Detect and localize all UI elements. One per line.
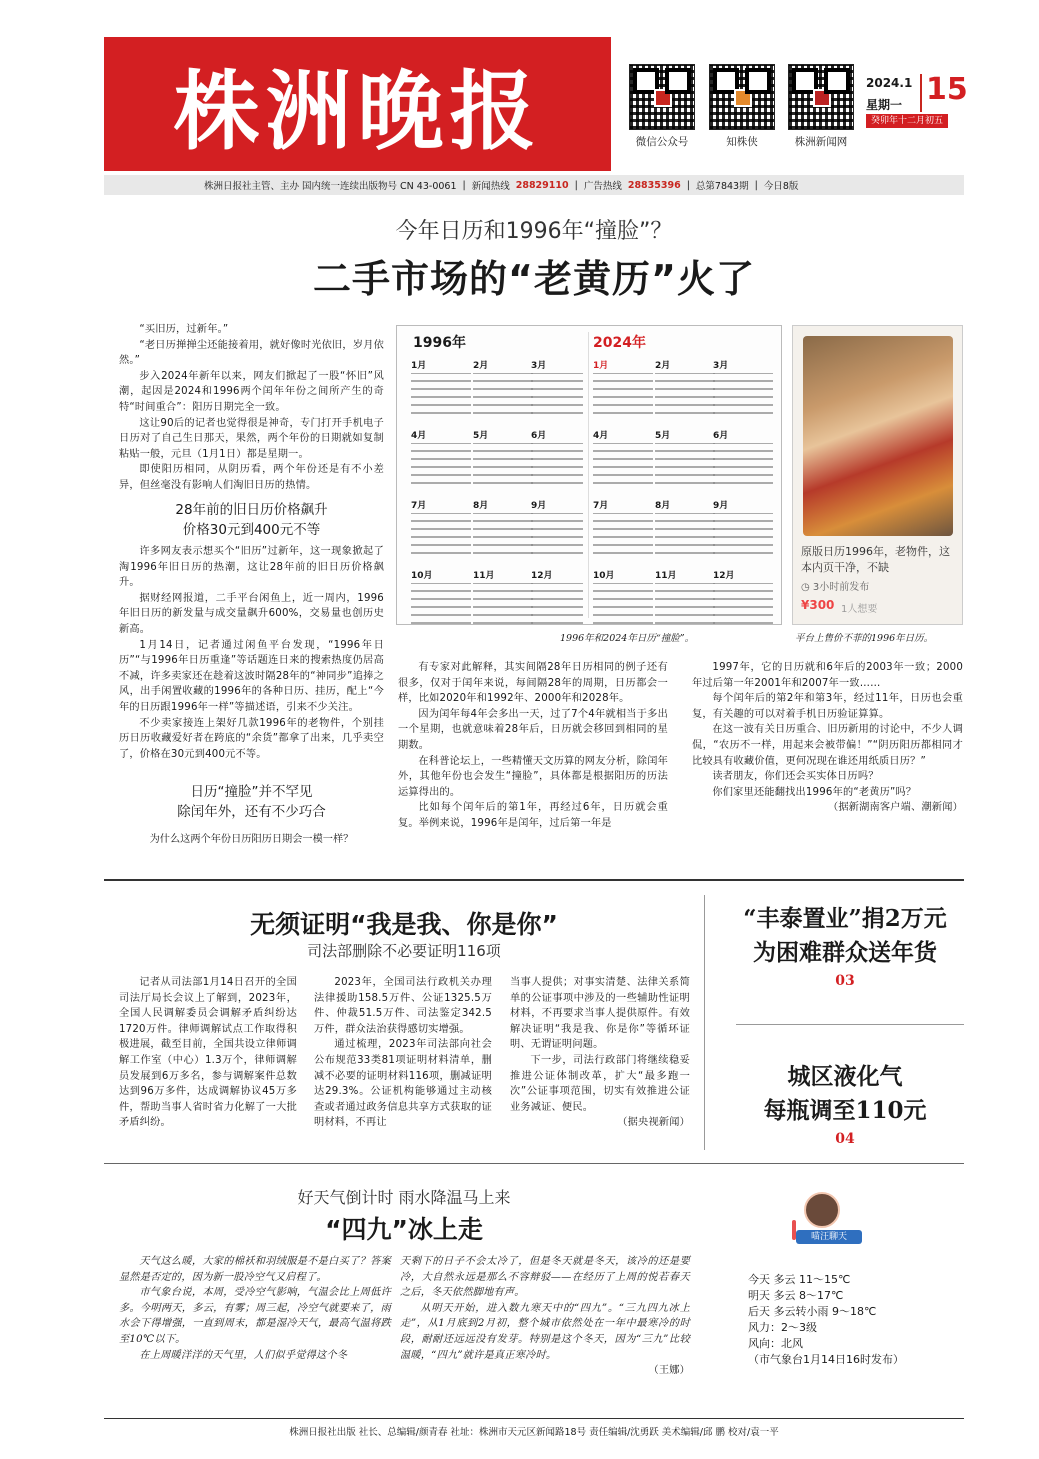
paragraph: 因为闰年每4年会多出一天，过了7个4年就相当于多出一个星期，也就意味着28年后，日历就会移回到相同的星期数。 — [398, 708, 668, 751]
subhead-2-line2: 除闰年外，还有不少巧合 — [177, 804, 326, 820]
listing-text: 原版日历1996年，老物件，这本内页干净，不缺 — [801, 545, 950, 574]
paragraph: 记者从司法部1月14日召开的全国司法厅局长会议上了解到，2023年，全国人民调解委员会调解矛盾纠纷达1720万件。律师调解试点工作取得积极进展，截至目前，全国共设立律师调解工作室（中心）1.3万个，律师调解员发展到6万多名，参与调解案件总数达到96万多件，达成调解协议45万多件，帮助当事人省时省力化解了一大批矛盾纠纷。 — [119, 977, 297, 1129]
story3-column-1 — [119, 1254, 391, 1363]
avatar-icon — [804, 1192, 840, 1228]
month-1996-10: 10月 — [411, 568, 471, 627]
lead-column-1b — [119, 544, 384, 762]
teaser-lpg-line2: 每瓶调至110元 — [763, 1097, 927, 1124]
section-divider — [104, 879, 964, 881]
paragraph: 读者朋友，你们还会买实体日历吗？ — [712, 771, 879, 783]
month-2024-1: 1月 — [593, 358, 653, 417]
calendar-photo-icon — [803, 336, 953, 536]
month-2024-8: 8月 — [655, 498, 715, 557]
page-count: 今日8版 — [763, 181, 799, 192]
subhead-2 — [119, 782, 384, 822]
page-number: 15 — [926, 72, 968, 107]
listing-time: ◷ 3小时前发布 — [801, 582, 870, 593]
month-1996-11: 11月 — [473, 568, 533, 627]
calendar-divider — [588, 332, 589, 618]
paragraph: 天剩下的日子不会太冷了，但是冬天就是冬天，该冷的还是要冷，大自然永远是那么不容辩驳——在经历了上周的悦若春天之后，冬天依然脚地有声。 — [400, 1256, 690, 1299]
weather-wind-direction: 风向：北风 — [748, 1337, 803, 1350]
paragraph: 在上周暖洋洋的天气里，人们似乎觉得这个冬 — [139, 1349, 348, 1361]
month-2024-12: 12月 — [713, 568, 773, 627]
paragraph: 2023年，全国司法行政机关办理法律援助158.5万件、公证1325.5万件、仲裁51.5万件、司法鉴定342.5万件，群众法治获得感切实增强。 — [314, 977, 492, 1035]
paragraph: 1月14日，记者通过闲鱼平台发现，“1996年日历”“与1996年日历重逢”等话题连日来的搜索热度仍居高不减，许多卖家还在趁着这波时隔28年的“神同步”追捧之风，出手闲置收藏的1996年的各种日历、挂历，配上“今年的日历跟1996年一样”等描述语，引来不少关注。 — [119, 639, 384, 713]
paragraph: 每个闰年后的第2年和第3年，经过11年，日历也会重复，有关趣的可以对着手机日历验证算算。 — [692, 693, 963, 720]
subhead-2-line1: 日历“撞脸”并不罕见 — [190, 784, 313, 800]
paragraph: 市气象台说，本周，受冷空气影响，气温会比上周低许多。今明两天，多云，有雾；周三起，冷空气就要来了，雨水会下得增强，一直到周末，都是湿冷天气，最高气温将跌至10℃以下。 — [119, 1287, 391, 1345]
month-1996-3: 3月 — [531, 358, 583, 417]
month-2024-2: 2月 — [655, 358, 715, 417]
caption-photo: 平台上售价不菲的1996年日历。 — [795, 633, 934, 644]
month-1996-9: 9月 — [531, 498, 583, 557]
paragraph: 从明天开始，进入数九寒天中的“四九”。“三九四九冰上走”，从1月底到2月初，整个城市依然处在一年中最寒冷的时段，耐耐还远远没有发芽。特别是这个冬天，因为“三九”比较温暖，“四九”就许是真正寒冷时。 — [400, 1302, 690, 1361]
weather-badge — [786, 1192, 866, 1256]
month-2024-3: 3月 — [713, 358, 773, 417]
month-2024-9: 9月 — [713, 498, 773, 557]
calendar-comparison-image — [396, 325, 782, 625]
story2-column-2 — [314, 975, 492, 1131]
qr-code-icon — [709, 64, 775, 130]
story3-kicker: 好天气倒计时 雨水降温马上来 — [297, 1188, 511, 1207]
issue-weekday: 星期一 — [866, 98, 903, 112]
weather-tomorrow: 明天 多云 8～17℃ — [748, 1289, 844, 1302]
teaser-divider — [736, 1024, 964, 1025]
story2-headline: 无须证明“我是我、你是你” — [250, 910, 558, 939]
ad-hotline: 28835396 — [627, 179, 681, 191]
footer-credits: 株洲日报社出版 社长、总编辑/颜青春 社址：株洲市天元区新闻路18号 责任编辑/沈勇跃 美术编辑/邱 鹏 校对/袁一平 — [289, 1427, 779, 1438]
story2-column-1 — [119, 975, 297, 1131]
teaser-fengtai-page: 03 — [835, 973, 855, 989]
month-1996-2: 2月 — [473, 358, 533, 417]
weather-badge-label: 喵汪聊天 — [796, 1230, 862, 1244]
story3-headline: “四九”冰上走 — [325, 1215, 483, 1244]
lead-column-2 — [398, 660, 668, 832]
month-2024-11: 11月 — [655, 568, 715, 627]
lead-column-3 — [692, 660, 963, 816]
paragraph: 即使阳历相同，从阴历看，两个年份还是有不小差异，但丝毫没有影响人们淘旧日历的热情。 — [119, 464, 384, 491]
story2-column-3 — [510, 975, 690, 1131]
weather-wind-force: 风力：2～3级 — [748, 1321, 817, 1334]
teaser-fengtai-line2: 为困难群众送年货 — [753, 939, 937, 966]
paragraph: 你们家里还能翻找出1996年的“老黄历”吗？ — [712, 786, 917, 798]
month-1996-5: 5月 — [473, 428, 533, 487]
weather-forecast — [748, 1272, 963, 1368]
paragraph: 当事人提供；对事实清楚、法律关系简单的公证事项中涉及的一些辅助性证明材料，不再要求当事人提供原件。有效解决证明“我是我、你是你”等循环证明、无谓证明问题。 — [510, 977, 690, 1051]
month-2024-4: 4月 — [593, 428, 653, 487]
month-2024-6: 6月 — [713, 428, 773, 487]
paragraph: “老日历掸掸尘还能接着用，就好像时光依旧，岁月依然。” — [119, 339, 384, 367]
clock-icon: ◷ — [801, 582, 810, 593]
lunar-date: 癸卯年十二月初五 — [866, 114, 948, 128]
news-hotline-label: 新闻热线 — [471, 181, 510, 192]
qr-zhizhuxia[interactable] — [709, 64, 775, 130]
paragraph: 1997年，它的日历就和6年后的2003年一致；2000年过后第一年2001年和2007年一致…… — [692, 662, 963, 689]
month-1996-8: 8月 — [473, 498, 533, 557]
month-2024-10: 10月 — [593, 568, 653, 627]
calendar-year-2024: 2024年 — [593, 335, 646, 351]
weather-day-after: 后天 多云转小雨 9～18℃ — [748, 1305, 877, 1318]
paragraph: 许多网友表示想买个“旧历”过新年，这一现象掀起了淘1996年旧日历的热潮，这让28年前的旧日历价格飙升。 — [119, 546, 384, 589]
paragraph: 步入2024年新年以来，网友们掀起了一股“怀旧”风潮，起因是2024和1996两个闰年年份之间所产生的奇特“时间重合”：阳历日期完全一致。 — [119, 370, 384, 413]
teaser-lpg[interactable] — [720, 1060, 970, 1150]
lead-kicker: 今年日历和1996年“撞脸”？ — [395, 219, 673, 244]
issue-date: 2024.1 — [866, 76, 913, 90]
subhead-1-line1: 28年前的旧日历价格飙升 — [175, 502, 328, 518]
section-divider-2 — [104, 1163, 964, 1164]
publisher-info: 株洲日报社主管、主办 国内统一连续出版物号 CN 43-0061 — [204, 181, 457, 192]
month-1996-6: 6月 — [531, 428, 583, 487]
qr-news-site[interactable] — [788, 64, 854, 130]
qr-label-zhizhuxia: 知株侠 — [726, 136, 758, 148]
lead-headline: 二手市场的“老黄历”火了 — [313, 257, 755, 301]
lead-column-1 — [119, 322, 384, 494]
qr-label-wechat: 微信公众号 — [635, 136, 689, 148]
subhead-1 — [119, 500, 384, 540]
month-1996-4: 4月 — [411, 428, 471, 487]
footer-rule — [104, 1418, 964, 1419]
month-2024-7: 7月 — [593, 498, 653, 557]
news-hotline: 28829110 — [515, 179, 569, 191]
byline: （据新湖南客户端、潮新闻） — [827, 802, 963, 814]
listing-want: 1人想要 — [841, 604, 878, 615]
lead-column-1c: 为什么这两个年份日历阳历日期会一模一样？ — [149, 834, 354, 845]
qr-label-news-site: 株洲新闻网 — [794, 136, 848, 148]
month-1996-1: 1月 — [411, 358, 471, 417]
paragraph: 有专家对此解释，其实间隔28年日历相同的例子还有很多，仅对于闰年来说，每间隔28年的周期，日历都会一样，比如2020年和1992年、2000年和2028年。 — [398, 662, 668, 705]
listing-price: ¥300 — [801, 598, 835, 612]
paragraph: 在科普论坛上，一些精懂天文历算的网友分析，除闰年外，其他年份也会发生“撞脸”，具体都是根据阳历的历法运算得出的。 — [398, 755, 668, 798]
teaser-fengtai-line1: “丰泰置业”捐2万元 — [743, 905, 947, 932]
weather-source: （市气象台1月14日16时发布） — [748, 1353, 904, 1366]
teaser-lpg-page: 04 — [835, 1131, 855, 1147]
paragraph: 下一步，司法行政部门将继续稳妥推进公证体制改革，扩大“最多跑一次”公证事项范围，切实有效推进公证业务减证、便民。 — [510, 1054, 690, 1113]
story2-subhead: 司法部删除不必要证明116项 — [307, 942, 501, 960]
month-2024-5: 5月 — [655, 428, 715, 487]
subhead-1-line2: 价格30元到400元不等 — [182, 522, 321, 538]
calendar-listing-photo — [792, 325, 963, 625]
paragraph: 通过梳理，2023年司法部向社会公布规范33类81项证明材料清单，删减不必要的证明材料116项，删减证明达29.3%。公证机构能够通过主动核查或者通过政务信息共享方式获取的证明材料，不再让 — [314, 1039, 492, 1129]
byline: （据央视新闻） — [617, 1117, 690, 1129]
paragraph: 天气这么暖，大家的棉袄和羽绒服是不是白买了？答案显然是否定的，因为新一股冷空气又启程了。 — [119, 1256, 391, 1283]
weather-today: 今天 多云 11～15℃ — [748, 1273, 851, 1286]
qr-code-icon — [629, 64, 695, 130]
paragraph: 比如每个闰年后的第1年，再经过6年，日历就会重复。举例来说，1996年是闰年，过后第一年是 — [398, 802, 668, 829]
teaser-fengtai[interactable] — [720, 902, 970, 992]
masthead-logo — [104, 37, 611, 171]
calendar-year-1996: 1996年 — [413, 335, 466, 351]
qr-wechat[interactable] — [629, 64, 695, 130]
paragraph: 在这一波有关日历重合、旧历新用的讨论中，不少人调侃，“农历不一样，用起来会被带偏！”“阴历阳历都相同才比较具有收藏价值，更何况现在谁还用纸质日历？” — [692, 724, 963, 767]
date-divider — [920, 74, 922, 112]
month-1996-12: 12月 — [531, 568, 583, 627]
paragraph: 据财经网报道，二手平台闲鱼上，近一周内，1996年旧日历的新发量与成交量飙升600%，交易量也创历史新高。 — [119, 592, 384, 635]
paragraph: 不少卖家接连上架好几款1996年的老物件，个别挂历日历收藏爱好者在跨底的“余货”都拿了出来，几乎卖空了，价格在30元到400元不等。 — [119, 717, 384, 760]
paragraph: 这让90后的记者也觉得很是神奇，专门打开手机电子日历对了自己生日那天，果然，两个年份的日期就如复制粘贴一般，元旦（1月1日）都是星期一。 — [119, 417, 384, 460]
month-1996-7: 7月 — [411, 498, 471, 557]
column-divider — [704, 895, 705, 1150]
paragraph: “买旧历，过新年。” — [139, 324, 229, 335]
newspaper-title: 株洲晚报 — [173, 61, 542, 162]
info-bar: 株洲日报社主管、主办 国内统一连续出版物号 CN 43-0061 | 新闻热线 28829110 | 广告热线 28835396 | 总第7843期 | 今日8版 — [104, 175, 964, 195]
qr-code-icon — [788, 64, 854, 130]
ad-hotline-label: 广告热线 — [583, 181, 622, 192]
story3-column-2 — [400, 1254, 690, 1379]
teaser-lpg-line1: 城区液化气 — [787, 1063, 903, 1090]
byline: （王娜） — [648, 1365, 690, 1377]
caption-calendar: 1996年和2024年日历“撞脸”。 — [560, 633, 695, 644]
issue-total: 总第7843期 — [695, 181, 749, 192]
